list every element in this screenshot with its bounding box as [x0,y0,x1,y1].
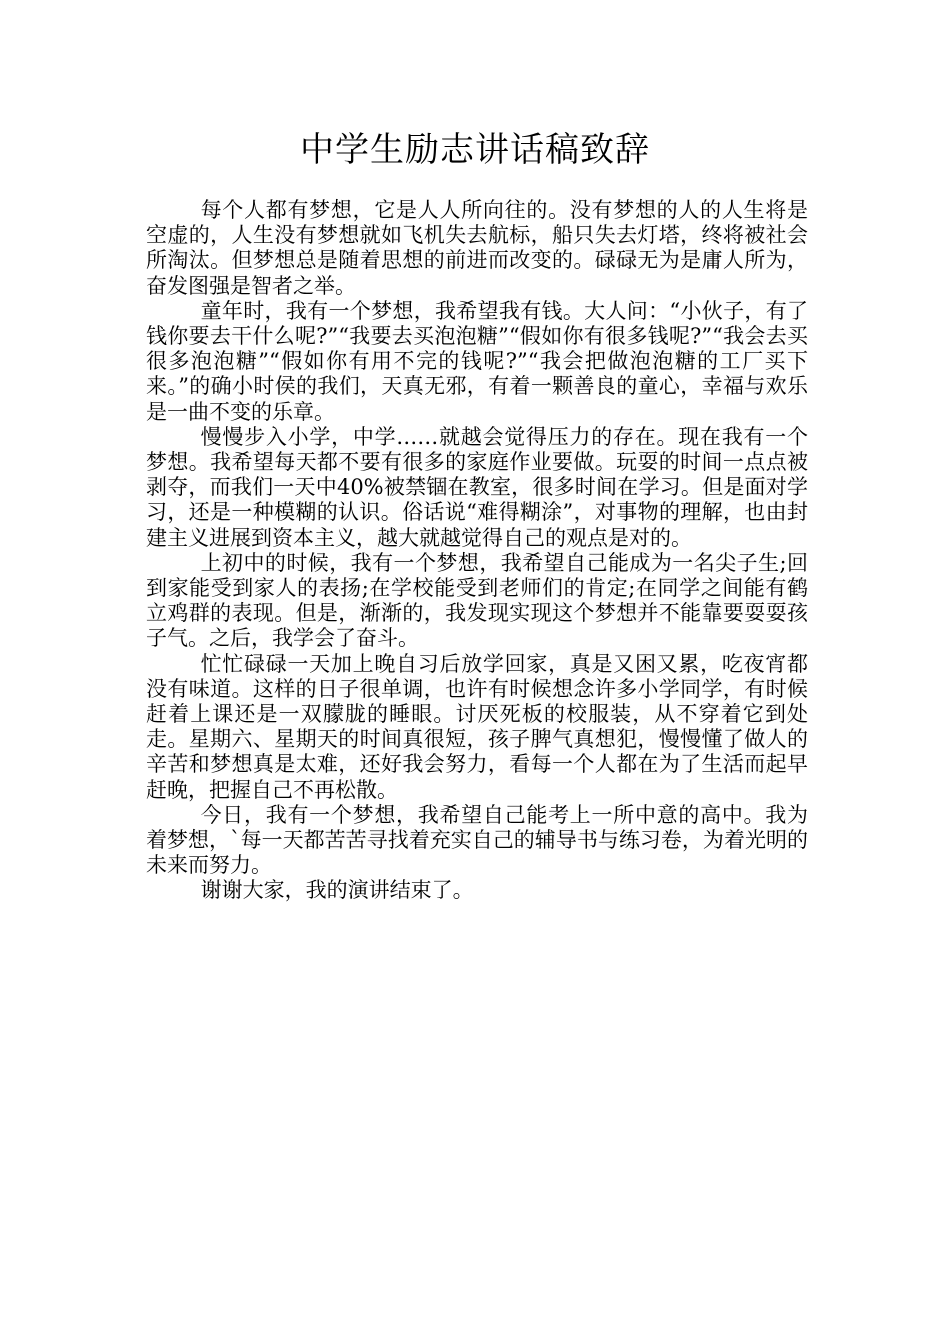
document-title: 中学生励志讲话稿致辞 [300,130,650,170]
paragraph: 每个人都有梦想，它是人人所向往的。没有梦想的人的人生将是空虚的，人生没有梦想就如飞机失去航标，船只失去灯塔，终将被社会所淘汰。但梦想总是随着思想的前进而改变的。碌碌无为是庸人所为，奋发图强是智者之举。 [146,198,808,298]
document-body [146,198,808,904]
paragraph: 上初中的时候，我有一个梦想，我希望自己能成为一名尖子生;回到家能受到家人的表扬;在学校能受到老师们的肯定;在同学之间能有鹤立鸡群的表现。但是，渐渐的，我发现实现这个梦想并不能靠要耍耍孩子气。之后，我学会了奋斗。 [146,550,808,651]
paragraph: 谢谢大家，我的演讲结束了。 [200,878,474,903]
paragraph: 童年时，我有一个梦想，我希望我有钱。大人问：“小伙子，有了钱你要去干什么呢?”“我要去买泡泡糖”“假如你有很多钱呢?”“我会去买很多泡泡糖”“假如你有用不完的钱呢?”“我会把做泡泡糖的工厂买下来。”的确小时侯的我们，天真无邪，有着一颗善良的童心，幸福与欢乐是一曲不变的乐章。 [146,298,808,424]
paragraph: 忙忙碌碌一天加上晚自习后放学回家，真是又困又累，吃夜宵都没有味道。这样的日子很单调，也许有时候想念许多小学同学，有时候赶着上课还是一双朦胧的睡眼。讨厌死板的校服装，从不穿着它到处走。星期六、星期天的时间真很短，孩子脾气真想犯，慢慢懂了做人的辛苦和梦想真是太难，还好我会努力，看每一个人都在为了生活而起早赶晚，把握自己不再松散。 [146,651,808,802]
paragraph: 慢慢步入小学，中学……就越会觉得压力的存在。现在我有一个梦想。我希望每天都不要有很多的家庭作业要做。玩耍的时间一点点被剥夺，而我们一天中40%被禁锢在教室，很多时间在学习。但是面对学习，还是一种模糊的认识。俗话说“难得糊涂”，对事物的理解，也由封建主义进展到资本主义，越大就越觉得自己的观点是对的。 [146,424,808,550]
paragraph: 今日，我有一个梦想，我希望自己能考上一所中意的高中。我为着梦想，`每一天都苦苦寻找着充实自己的辅导书与练习卷，为着光明的未来而努力。 [146,802,808,878]
